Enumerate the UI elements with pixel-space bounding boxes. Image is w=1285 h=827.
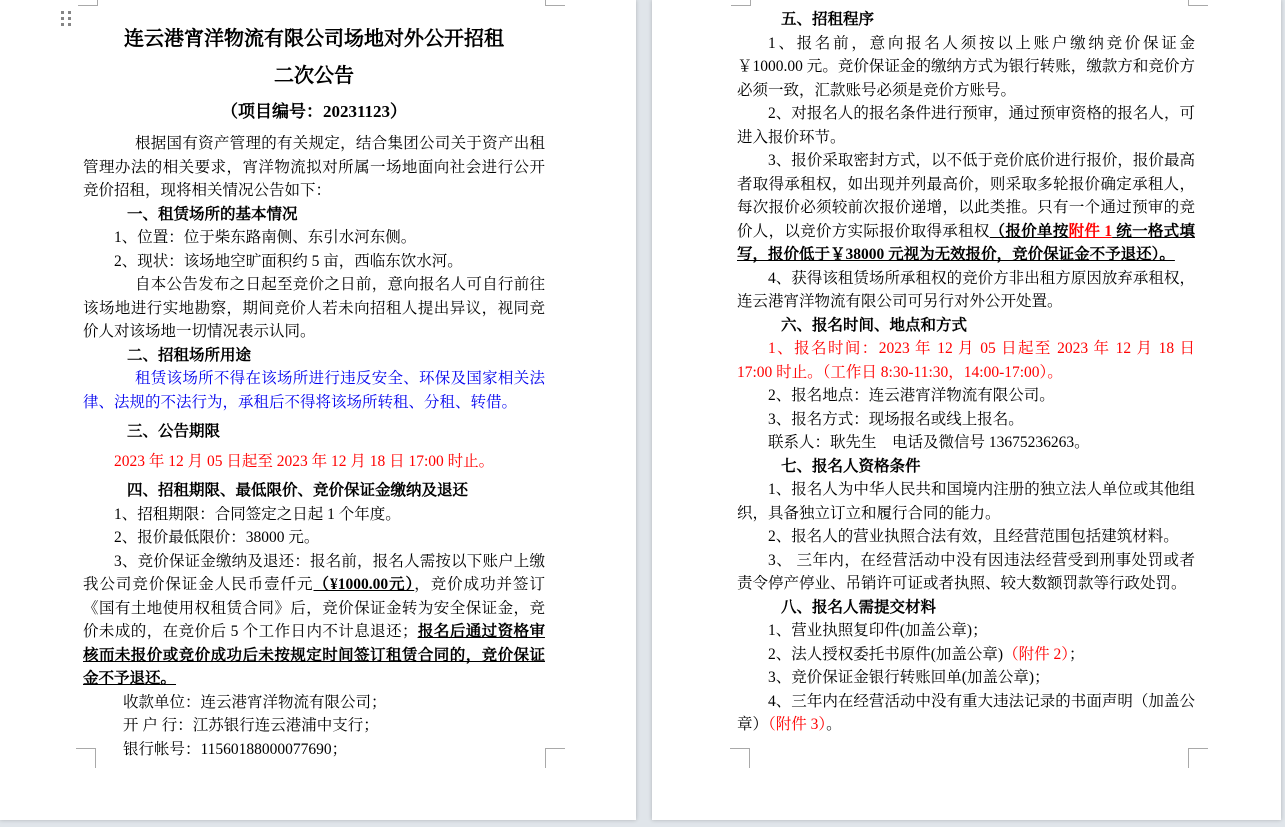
text-run: 1、招租期限：合同签定之日起 1 个年度。: [114, 505, 401, 523]
announcement-period: [83, 450, 545, 474]
paragraph: [737, 549, 1195, 596]
paragraph: [83, 250, 545, 274]
text-run: 1、位置：位于柴东路南侧、东引水河东侧。: [114, 229, 417, 246]
text-boundary-mark-bottom-left-p2: [730, 748, 750, 768]
bank-line: [83, 714, 545, 738]
text-run: 1、营业执照复印件(加盖公章)；: [768, 622, 988, 639]
page-1: [0, 0, 636, 820]
doc-title-line: [83, 26, 545, 52]
text-run: 根据国有资产管理的有关规定，结合集团公司关于资产出租管理办法的相关要求，宵洋物流拟对所属一场地面向社会进行公开竞价招租，现将相关情况公告如下：: [83, 135, 545, 199]
project-number-line: [83, 100, 545, 123]
text-run: 四、招租期限、最低限价、竞价保证金缴纳及退还: [127, 482, 469, 499]
text-run: 2023 年 12 月 05 日起至 2023 年 12 月 18 日 17:00 时止。: [114, 452, 495, 470]
text-run: 二、招租场所用途: [127, 346, 252, 364]
text-run: 2、报价最低限价：38000 元。: [114, 529, 320, 546]
section-heading-6: [737, 314, 1195, 338]
paragraph: [737, 619, 1195, 643]
registration-time: [737, 337, 1195, 384]
text-run: 租赁该场所不得在该场所进行违反安全、环保及国家相关法律、法规的不法行为，承租后不得将该场所转租、分租、转借。: [83, 370, 545, 411]
text-run: 统一格式填写，报价低于￥38000 元视为无效报价，竞价保证金不予退还）。: [737, 222, 1195, 263]
text-run: 2、报名人的营业执照合法有效，且经营范围包括建筑材料。: [768, 528, 1179, 545]
text-run: 二次公告: [274, 65, 354, 87]
paragraph: [737, 384, 1195, 408]
paragraph: [83, 273, 545, 344]
text-run: 2、现状：该场地空旷面积约 5 亩，西临东饮水河。: [114, 252, 463, 270]
paragraph: [737, 32, 1195, 103]
section-heading-3: [83, 420, 545, 444]
section-heading-7: [737, 455, 1195, 479]
drag-handle-icon[interactable]: [61, 11, 64, 14]
text-run: 2、报名地点：连云港宵洋物流有限公司。: [768, 387, 1055, 404]
text-run: 收款单位：连云港宵洋物流有限公司；: [123, 693, 387, 711]
page-2-text-column: [737, 8, 1195, 737]
usage-restriction-paragraph: [83, 367, 545, 414]
text-boundary-mark-bottom-left-p1: [76, 748, 96, 768]
text-run: （报价单按: [989, 222, 1069, 240]
text-run: 七、报名人资格条件: [781, 457, 921, 475]
text-boundary-mark-top-right-p1: [545, 0, 565, 6]
text-run: 附件 1: [1068, 222, 1113, 240]
paragraph: [83, 526, 545, 550]
paragraph: [83, 503, 545, 527]
paragraph: [83, 226, 545, 250]
section-heading-2: [83, 344, 545, 368]
paragraph: [737, 267, 1195, 314]
text-run: 一、租赁场所的基本情况: [127, 205, 298, 223]
text-run: 三、公告期限: [127, 423, 221, 440]
text-boundary-mark-top-right-p2: [1188, 0, 1208, 6]
section-heading-8: [737, 596, 1195, 620]
text-run: 3、竞价保证金缴纳及退还：报名前，报名人需按以下账户上缴我公司竞价保证金人民币壹仟元: [83, 552, 545, 593]
text-run: 4、获得该租赁场所承租权的竞价方非出租方原因放弃承租权，连云港宵洋物流有限公司可另行对外公开处置。: [737, 269, 1195, 310]
text-run: 3、 三年内，在经营活动中没有因违法经营受到刑事处罚或者责令停产停业、吊销许可证或者执照、较大数额罚款等行政处罚。: [737, 551, 1195, 592]
text-run: 六、报名时间、地点和方式: [781, 316, 968, 334]
paragraph: [737, 690, 1195, 737]
text-run: 4、三年内在经营活动中没有重大违法记录的书面声明（加盖公章）: [737, 692, 1195, 733]
text-run: 3、报名方式：现场报名或线上报名。: [768, 410, 1024, 428]
paragraph: [737, 102, 1195, 149]
text-run: 3、报价采取密封方式，以不低于竞价底价进行报价，报价最高者取得承租权，如出现并列最高价，则采取多轮报价确定承租人，每次报价必须较前次报价递增，以此类推。只有一个通过预审的竞价人，以竞价方实际报价取得承租权: [737, 152, 1195, 240]
text-run: 2、法人授权委托书原件(加盖公章): [768, 645, 1004, 663]
text-run: 自本公告发布之日起至竞价之日前，意向报名人可自行前往该场地进行实地勘察，期间竞价人若未向招租人提出异议，视同竞价人对该场地一切情况表示认同。: [83, 276, 545, 340]
paragraph: [737, 408, 1195, 432]
page-1-text-column: [83, 0, 545, 761]
text-run: 1、报名时间：2023 年 12 月 05 日起至 2023 年 12 月 18 日 17:00 时止。（工作日 8:30-11:30，14:00-17:00）。: [737, 340, 1195, 381]
text-run: 1、报名前，意向报名人须按以上账户缴纳竞价保证金￥1000.00 元。竞价保证金的缴纳方式为银行转账，缴款方和竞价方必须一致，汇款账号必须是竞价方账号。: [737, 34, 1195, 99]
payee-line: [83, 691, 545, 715]
text-run: 八、报名人需提交材料: [781, 598, 937, 616]
text-run: 3、竞价保证金银行转账回单(加盖公章)；: [768, 669, 1050, 686]
paragraph: [737, 478, 1195, 525]
text-run: ，竞价成功并签订《国有土地使用权租赁合同》后，竞价保证金转为安全保证金，竞价未成的，在竞价后 5 个工作日内不计息退还；: [83, 576, 545, 640]
text-run: （¥1000.00元）: [313, 576, 415, 593]
text-run: （附件 2）: [1003, 645, 1069, 663]
text-run: 连云港宵洋物流有限公司场地对外公开招租: [124, 28, 504, 50]
text-boundary-mark-top-left-p1: [78, 0, 98, 6]
text-run: 报名后通过资格审核而未报价或竞价成功后未按规定时间签订租赁合同的，竞价保证金不予退还。: [83, 623, 545, 687]
text-boundary-mark-bottom-right-p2: [1188, 748, 1208, 768]
paragraph: [737, 643, 1195, 667]
text-run: ；: [1068, 645, 1085, 663]
bidding-rules-paragraph: [737, 149, 1195, 267]
section-heading-4: [83, 479, 545, 503]
account-line: [83, 738, 545, 762]
text-run: （附件 3）: [768, 716, 827, 733]
text-run: 银行帐号：11560188000077690；: [123, 740, 348, 758]
text-run: （项目编号：20231123）: [220, 102, 408, 121]
text-run: 2、对报名人的报名条件进行预审，通过预审资格的报名人，可进入报价环节。: [737, 105, 1195, 146]
text-boundary-mark-top-left-p2: [731, 0, 751, 6]
section-heading-5: [737, 8, 1195, 32]
page-2: [652, 0, 1281, 820]
text-run: 开 户 行：江苏银行连云港浦中支行；: [123, 717, 379, 734]
text-run: 联系人：耿先生 电话及微信号 13675236263。: [768, 434, 1090, 451]
deposit-terms-paragraph: [83, 550, 545, 691]
text-run: 1、报名人为中华人民共和国境内注册的独立法人单位或其他组织，具备独立订立和履行合同的能力。: [737, 481, 1195, 522]
paragraph: [737, 666, 1195, 690]
text-run: 五、招租程序: [781, 11, 875, 28]
text-run: 。: [826, 716, 842, 733]
text-boundary-mark-bottom-right-p1: [545, 748, 565, 768]
paragraph: [737, 525, 1195, 549]
doc-title-line: [83, 63, 545, 89]
contact-line: [737, 431, 1195, 455]
intro-paragraph: [83, 132, 545, 203]
section-heading-1: [83, 203, 545, 227]
